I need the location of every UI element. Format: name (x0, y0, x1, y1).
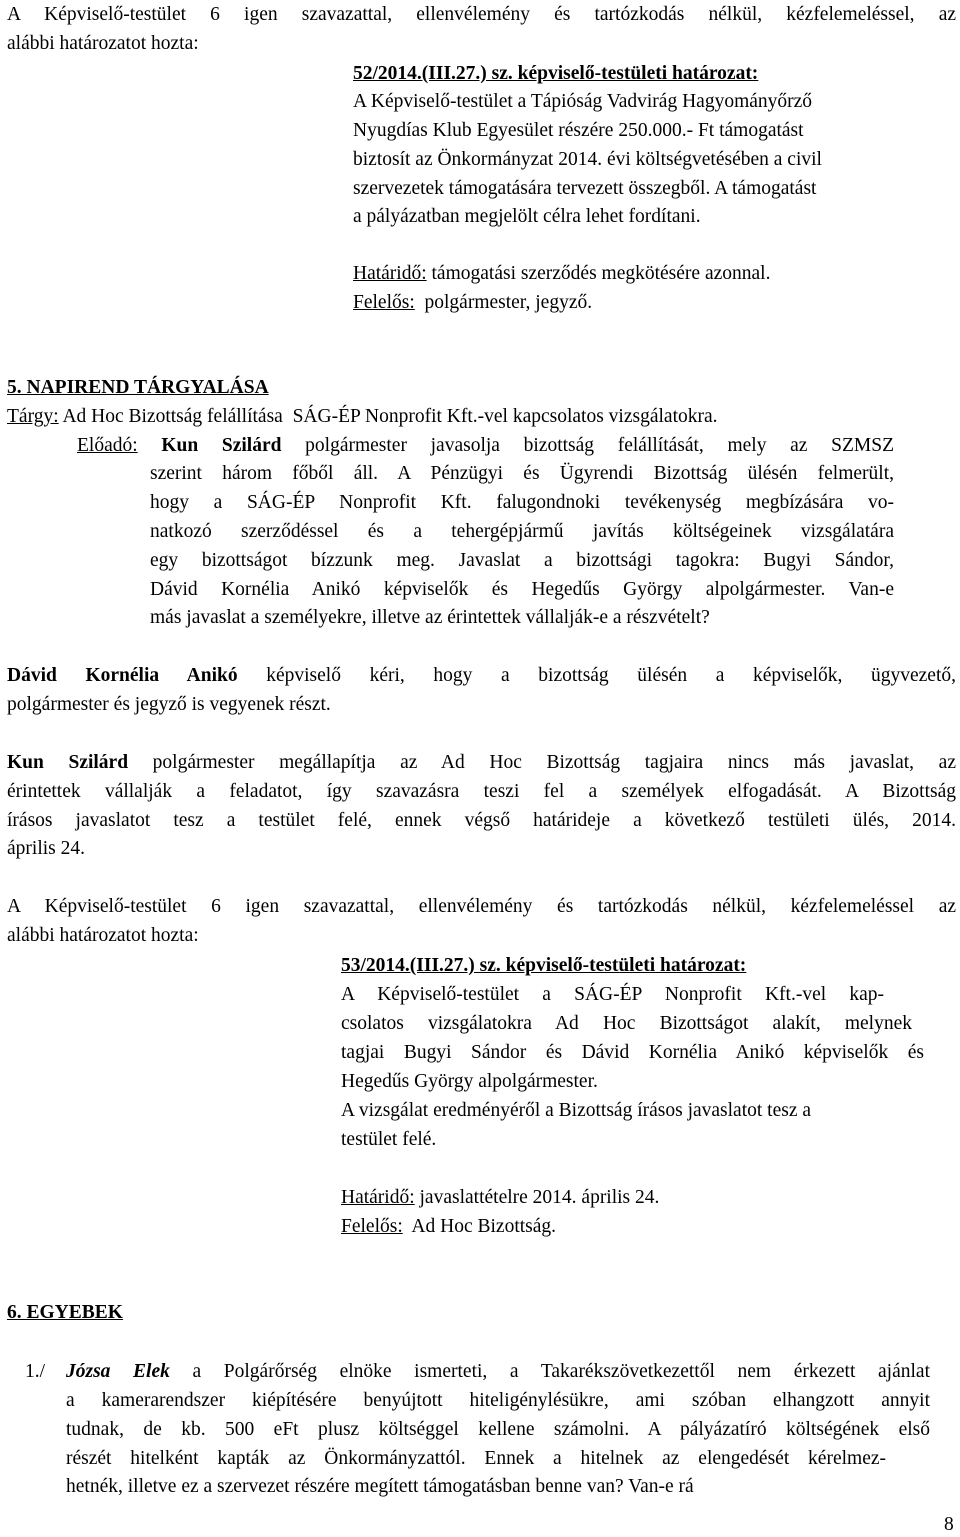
presenter-line: Dávid Kornélia Anikó képviselők és Hegedűs György alpolgármester. Van-e (150, 579, 894, 600)
paragraph-line (7, 662, 956, 691)
resolution-text: Hegedűs György alpolgármester. (341, 1071, 598, 1092)
resolution-text: Nyugdías Klub Egyesület részére 250.000.- Ft támogatást (353, 120, 804, 141)
intro-line: A Képviselő-testület 6 igen szavazattal, ellenvélemény és tartózkodás nélkül, kézfelemeléssel, az (7, 4, 956, 25)
deadline-value: javaslattételre 2014. április 24. (414, 1187, 660, 1208)
resolution-deadline (353, 260, 770, 289)
resolution-heading: 52/2014.(III.27.) sz. képviselő-testületi határozat: (353, 63, 759, 84)
resolution-text: csolatos vizsgálatokra Ad Hoc Bizottságot alakít, melynek (341, 1013, 912, 1034)
responsible-label: Felelős: (353, 292, 415, 313)
resolution-text: szervezetek támogatására tervezett összegből. A támogatást (353, 178, 817, 199)
item-line: a kamerarendszer kiépítésére benyújtott hiteligénylésükre, ami szóban elhangzott annyit (66, 1390, 930, 1411)
paragraph-line: írásos javaslatot tesz a testület felé, ennek végső határideje a következő testületi ülés, 2014. (7, 810, 956, 831)
item-text: a Polgárőrség elnöke ismerteti, a Takarékszövetkezettől nem érkezett ajánlat (169, 1361, 930, 1382)
speaker-name: Kun Szilárd (7, 752, 129, 773)
resolution-text: A vizsgálat eredményéről a Bizottság írásos javaslatot tesz a (341, 1100, 812, 1121)
resolution-text: testület felé. (341, 1129, 437, 1150)
resolution-responsible (353, 289, 592, 318)
responsible-value: polgármester, jegyző. (414, 292, 593, 313)
presenter-text: polgármester javasolja bizottság felállítását, mely az SZMSZ (281, 435, 894, 456)
speaker-text: polgármester megállapítja az Ad Hoc Bizottság tagjaira nincs más javaslat, az (128, 752, 956, 773)
paragraph-line: április 24. (7, 838, 85, 859)
page-number: 8 (944, 1514, 954, 1535)
resolution-text: a pályázatban megjelölt célra lehet fordítani. (353, 206, 701, 227)
presenter-line (77, 432, 894, 461)
deadline-value: támogatási szerződés megkötésére azonnal. (426, 263, 771, 284)
paragraph-line: érintettek vállalják a feladatot, így szavazásra teszi fel a személyek elfogadását. A Bizottság (7, 781, 956, 802)
subject-value: Ad Hoc Bizottság felállítása SÁG-ÉP Nonprofit Kft.-vel kapcsolatos vizsgálatokra. (58, 406, 718, 427)
item-name: Józsa Elek (66, 1361, 170, 1382)
agenda-subject (7, 403, 718, 432)
presenter-line: egy bizottságot bízzunk meg. Javaslat a bizottsági tagokra: Bugyi Sándor, (150, 550, 894, 571)
item-line: hetnék, illetve ez a szervezet részére megített támogatásban benne van? Van-e rá (66, 1476, 694, 1497)
speaker-name: Dávid Kornélia Anikó (7, 665, 238, 686)
presenter-label: Előadó: (77, 435, 138, 456)
deadline-label: Határidő: (341, 1187, 415, 1208)
presenter-line: natkozó szerződéssel és a tehergépjármű javítás költségeinek vizsgálatára (150, 521, 894, 542)
section-heading: 6. EGYEBEK (7, 1302, 123, 1323)
item-line: tudnak, de kb. 500 eFt plusz költséggel kellene számolni. A pályázatíró költségének első (66, 1419, 930, 1440)
deadline-label: Határidő: (353, 263, 427, 284)
resolution-text: A Képviselő-testület a Tápióság Vadvirág Hagyományőrző (353, 91, 813, 112)
item-number: 1./ (25, 1361, 46, 1382)
speaker-text: képviselő kéri, hogy a bizottság ülésén a képviselők, ügyvezető, (237, 665, 956, 686)
resolution-text: A Képviselő-testület a SÁG-ÉP Nonprofit Kft.-vel kap- (341, 984, 884, 1005)
item-line (66, 1358, 930, 1387)
item-line: részét hitelként kapták az Önkormányzattól. Ennek a hitelnek az elengedését kérelmez- (66, 1448, 886, 1469)
resolution-text: biztosít az Önkormányzat 2014. évi költségvetésében a civil (353, 149, 822, 170)
presenter-line: más javaslat a személyekre, illetve az érintettek vállalják-e a részvételt? (150, 607, 710, 628)
presenter-line: hogy a SÁG-ÉP Nonprofit Kft. falugondnoki tevékenység megbízására vo- (150, 492, 894, 513)
intro-line: alábbi határozatot hozta: (7, 33, 199, 54)
paragraph-line: polgármester és jegyző is vegyenek részt. (7, 694, 331, 715)
resolution-heading: 53/2014.(III.27.) sz. képviselő-testületi határozat: (341, 955, 747, 976)
paragraph-line (7, 749, 956, 778)
resolution-responsible (341, 1213, 556, 1242)
agenda-heading: 5. NAPIREND TÁRGYALÁSA (7, 377, 269, 398)
presenter-line: szerint három főből áll. A Pénzügyi és Ügyrendi Bizottság ülésén felmerült, (150, 463, 894, 484)
intro-line: A Képviselő-testület 6 igen szavazattal, ellenvélemény és tartózkodás nélkül, kézfelemeléssel az (7, 896, 956, 917)
presenter-name: Kun Szilárd (161, 435, 282, 456)
resolution-text: tagjai Bugyi Sándor és Dávid Kornélia Anikó képviselők és (341, 1042, 924, 1063)
resolution-deadline (341, 1184, 659, 1213)
subject-label: Tárgy: (7, 406, 59, 427)
responsible-value: Ad Hoc Bizottság. (402, 1216, 557, 1237)
intro-line: alábbi határozatot hozta: (7, 925, 199, 946)
responsible-label: Felelős: (341, 1216, 403, 1237)
